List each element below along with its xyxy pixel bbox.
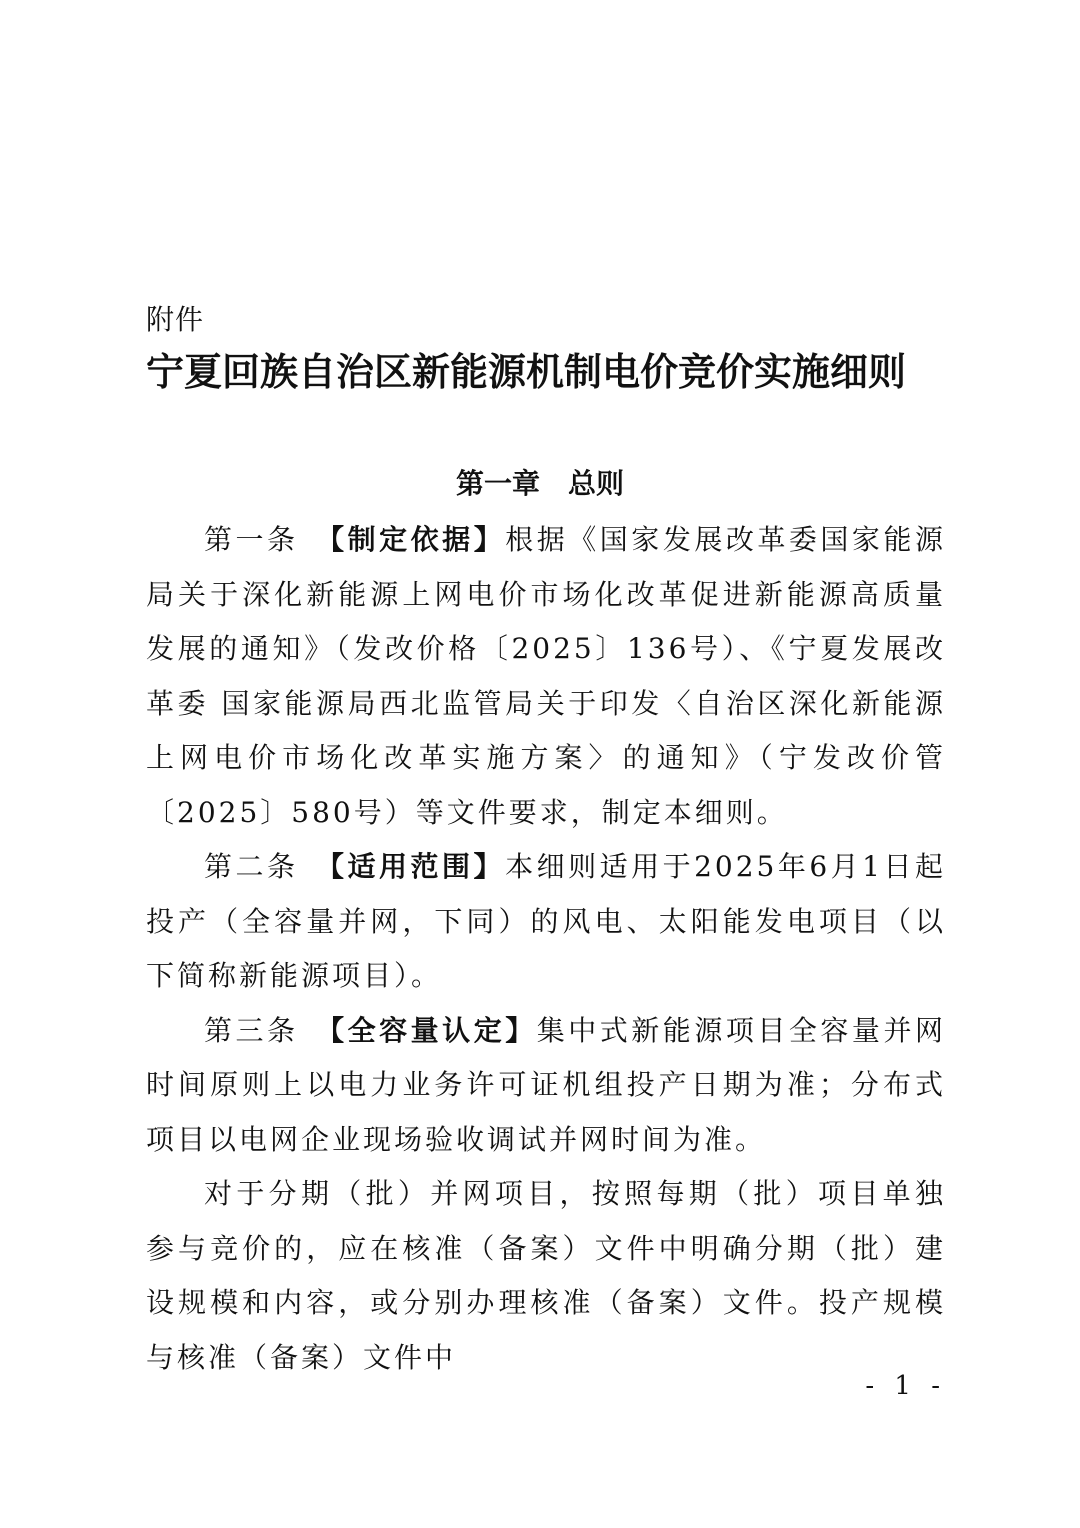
article-text: 根据《国家发展改革委国家能源局关于深化新能源上网电价市场化改革促进新能源高质量发展的通知》（发改价格〔2025〕136号）、《宁夏发展改革委 国家能源局西北监管局关于印发〈自治区深化新能源上网电价市场化改革实施方案〉的通知》（宁发改价管〔2025〕580号）等文件要求，制定本细则。 [146,523,946,829]
document-body [146,513,946,1385]
article-number: 第三条 [204,1013,299,1047]
article-1-paragraph [146,513,946,840]
article-heading: 【制定依据】 [330,523,506,556]
article-number: 第一条 [204,523,299,556]
article-3-paragraph [146,1004,946,1168]
page-number: - 1 - [865,1371,946,1401]
article-heading: 【全容量认定】 [330,1013,537,1047]
article-text: 本细则适用于2025年6月1日起投产（全容量并网，下同）的风电、太阳能发电项目（以下简称新能源项目）。 [146,850,946,992]
continuation-paragraph [146,1167,946,1385]
paragraph-text: 对于分期（批）并网项目，按照每期（批）项目单独参与竞价的，应在核准（备案）文件中明确分期（批）建设规模和内容，或分别办理核准（备案）文件。投产规模与核准（备案）文件中 [146,1177,946,1374]
article-text: 集中式新能源项目全容量并网时间原则上以电力业务许可证机组投产日期为准；分布式项目以电网企业现场验收调试并网时间为准。 [146,1013,946,1156]
article-heading: 【适用范围】 [330,850,506,883]
article-2-paragraph [146,840,946,1004]
attachment-label: 附件 [146,303,205,336]
article-number: 第二条 [204,850,299,883]
document-title: 宁夏回族自治区新能源机制电价竞价实施细则 [146,349,907,394]
chapter-heading: 第一章 总则 [455,467,624,500]
